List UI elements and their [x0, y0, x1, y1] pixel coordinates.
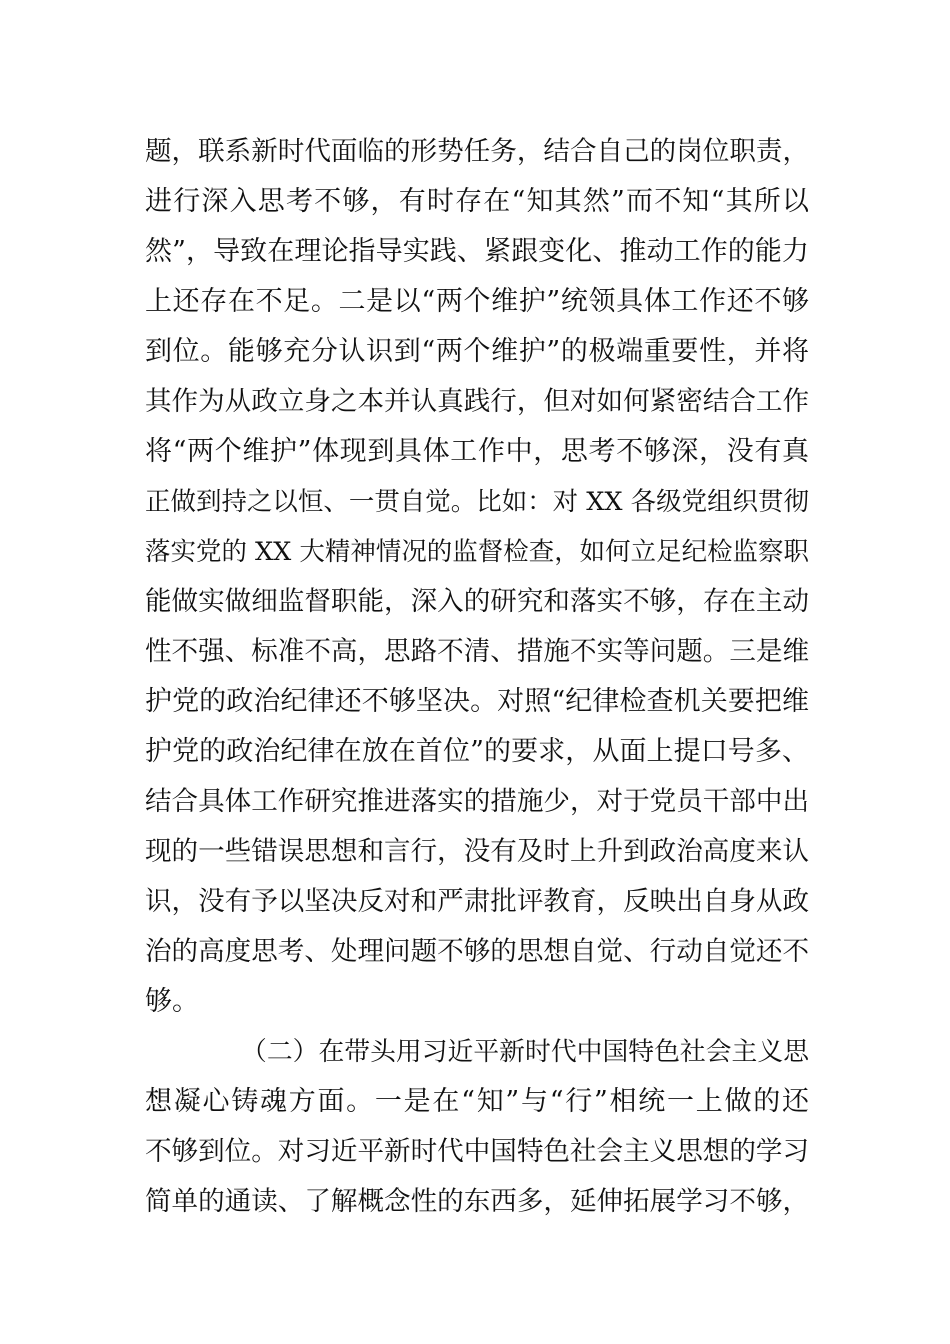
paragraph-line: 不够到位。对习近平新时代中国特色社会主义思想的学习 [145, 1136, 809, 1167]
paragraph-line: 落实党的 XX 大精神情况的监督检查，如何立足纪检监察职 [145, 537, 809, 567]
paragraph-line: 简单的通读、了解概念性的东西多，延伸拓展学习不够， [145, 1186, 809, 1217]
paragraph-line: 上还存在不足。二是以“两个维护”统领具体工作还不够 [145, 286, 809, 317]
paragraph-line: 到位。能够充分认识到“两个维护”的极端重要性，并将 [145, 336, 809, 367]
paragraph-line: 现的一些错误思想和言行，没有及时上升到政治高度来认 [145, 836, 809, 867]
paragraph-line: 然”，导致在理论指导实践、紧跟变化、推动工作的能力 [145, 236, 809, 267]
paragraph-line: 护党的政治纪律在放在首位”的要求，从面上提口号多、 [145, 736, 809, 767]
paragraph-line: 正做到持之以恒、一贯自觉。比如：对 XX 各级党组织贯彻 [145, 487, 809, 517]
paragraph-line: 结合具体工作研究推进落实的措施少，对于党员干部中出 [145, 786, 809, 817]
paragraph-line: 想凝心铸魂方面。一是在“知”与“行”相统一上做的还 [145, 1086, 809, 1117]
paragraph-line: 将“两个维护”体现到具体工作中，思考不够深，没有真 [145, 436, 809, 467]
section-heading-line: （二）在带头用习近平新时代中国特色社会主义思 [241, 1037, 809, 1067]
paragraph-line: 题，联系新时代面临的形势任务，结合自己的岗位职责， [145, 136, 809, 167]
paragraph-line: 护党的政治纪律还不够坚决。对照“纪律检查机关要把维 [145, 686, 809, 717]
paragraph-line: 能做实做细监督职能，深入的研究和落实不够，存在主动 [145, 586, 809, 617]
paragraph-line: 性不强、标准不高，思路不清、措施不实等问题。三是维 [145, 636, 809, 667]
paragraph-line: 进行深入思考不够，有时存在“知其然”而不知“其所以 [145, 186, 809, 217]
paragraph-line: 识，没有予以坚决反对和严肃批评教育，反映出自身从政 [145, 886, 809, 917]
paragraph-line: 其作为从政立身之本并认真践行，但对如何紧密结合工作 [145, 386, 809, 417]
paragraph-line: 治的高度思考、处理问题不够的思想自觉、行动自觉还不 [145, 936, 809, 967]
paragraph-line: 够。 [145, 986, 199, 1017]
